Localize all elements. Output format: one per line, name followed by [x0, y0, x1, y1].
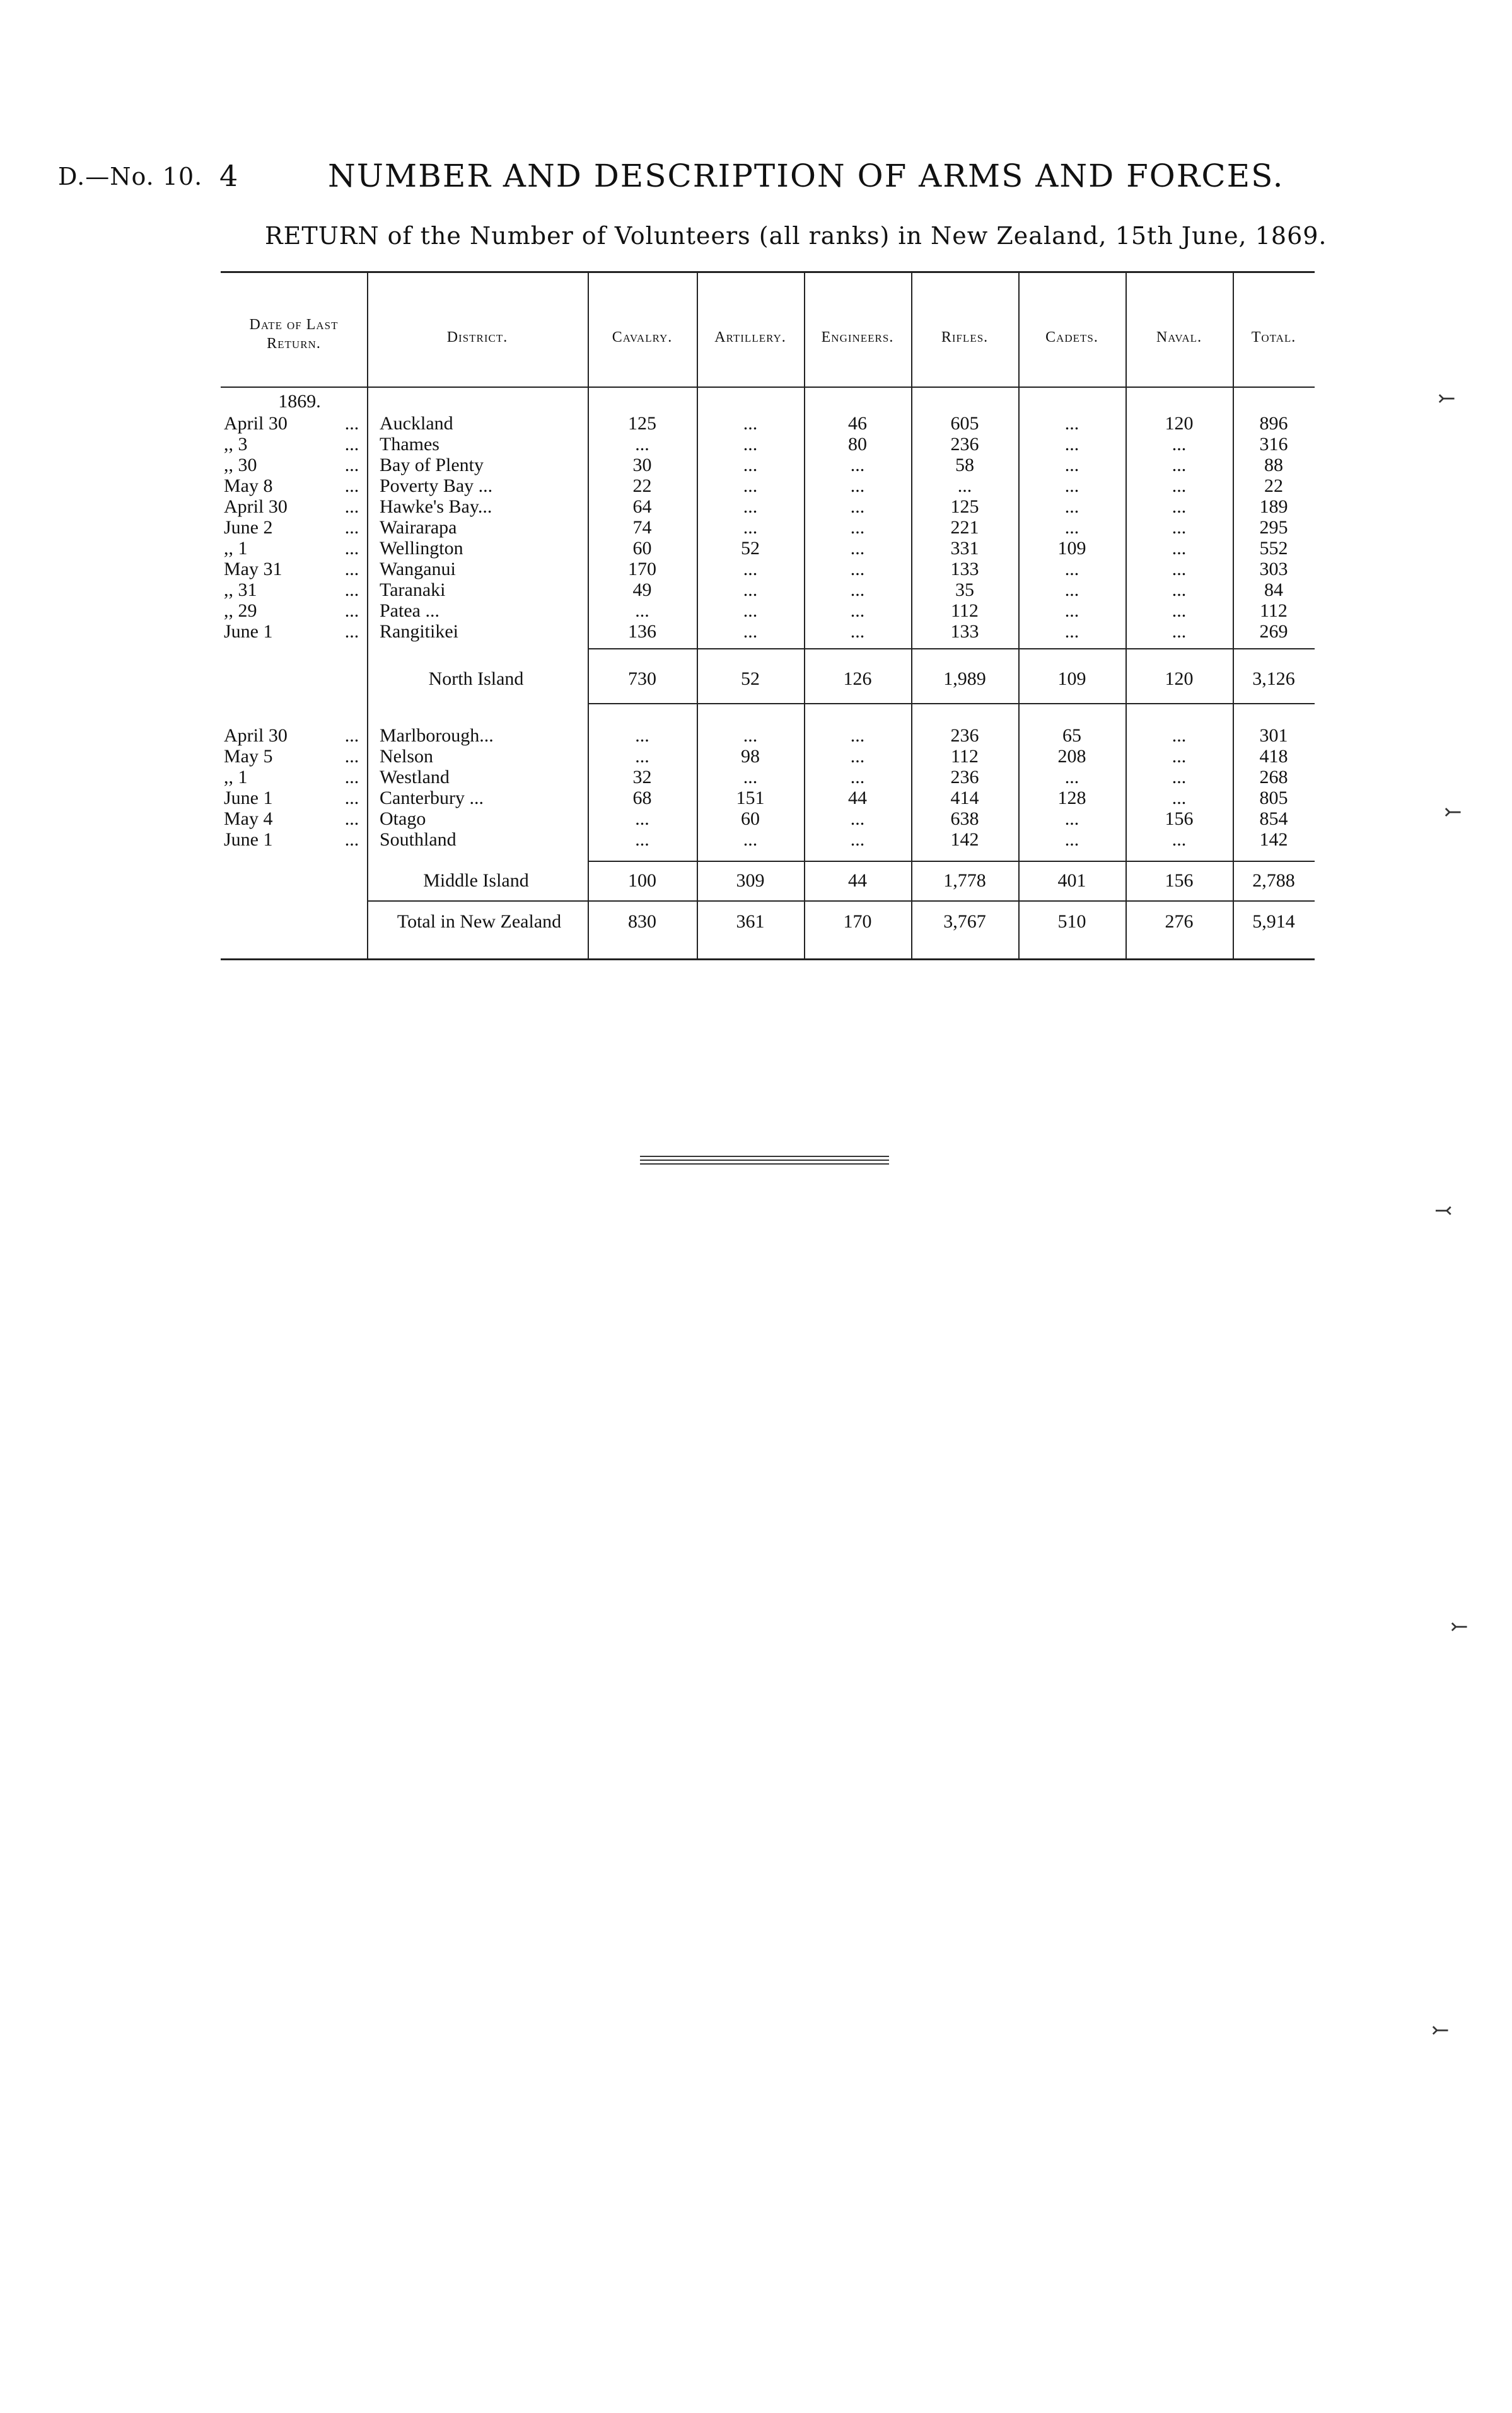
total-cell: 552 [1259, 538, 1288, 559]
leader-dots: ... [344, 767, 359, 788]
total-cell: 805 [1259, 788, 1288, 808]
cavalry-total: 100 [628, 870, 656, 891]
rifles-total: 1,989 [943, 668, 986, 689]
cavalry-cell: 74 [632, 517, 652, 538]
cadets-cell: 109 [1057, 538, 1086, 559]
leader-dots: ... [344, 455, 359, 475]
leader-dots: ... [344, 829, 359, 850]
naval-cell: ... [1172, 475, 1187, 496]
naval-cell: ... [1172, 434, 1187, 455]
column-header: Date of Last Return. [249, 317, 339, 352]
cavalry-cell: 136 [628, 621, 656, 642]
naval-cell: ... [1172, 517, 1187, 538]
margin-mark: ⤚ [1438, 386, 1456, 411]
rifles-cell: 125 [950, 496, 979, 517]
naval-total: 120 [1165, 668, 1194, 689]
date-cell: April 30 [224, 496, 288, 517]
margin-mark: ⤚ [1450, 1614, 1468, 1639]
district-cell: Auckland [380, 413, 453, 434]
district-cell: Bay of Plenty [380, 455, 484, 475]
cadets-cell: ... [1064, 475, 1079, 496]
header-bottom-rule [221, 387, 1315, 388]
subtotal-top-rule [588, 648, 1315, 649]
column-header: Cadets. [1045, 329, 1098, 346]
engineers-cell: ... [850, 517, 865, 538]
cavalry-total: 730 [628, 668, 656, 689]
total-cell: 268 [1259, 767, 1288, 788]
date-cell: June 1 [224, 621, 273, 642]
rifles-cell: 638 [950, 808, 979, 829]
artillery-cell: 151 [736, 788, 765, 808]
engineers-cell: ... [850, 455, 865, 475]
engineers-cell: ... [850, 538, 865, 559]
naval-cell: ... [1172, 746, 1187, 767]
district-cell: Otago [380, 808, 426, 829]
document-reference: D.—No. 10. [58, 163, 203, 190]
cavalry-cell: 49 [632, 579, 652, 600]
district-cell: Taranaki [380, 579, 446, 600]
total-cell: 418 [1259, 746, 1288, 767]
date-cell: May 4 [224, 808, 273, 829]
cavalry-cell: ... [635, 746, 649, 767]
total-cell: 316 [1259, 434, 1288, 455]
naval-total: 276 [1165, 911, 1194, 932]
total-total: 2,788 [1252, 870, 1295, 891]
date-cell: May 8 [224, 475, 273, 496]
cadets-cell: ... [1064, 455, 1079, 475]
engineers-cell: 46 [848, 413, 867, 434]
district-cell: Wellington [380, 538, 463, 559]
artillery-cell: ... [743, 517, 758, 538]
leader-dots: ... [344, 808, 359, 829]
total-cell: 269 [1259, 621, 1288, 642]
naval-cell: ... [1172, 621, 1187, 642]
date-cell: April 30 [224, 725, 288, 746]
cadets-cell: 65 [1062, 725, 1081, 746]
rifles-cell: ... [957, 475, 972, 496]
year-label: 1869. [278, 391, 321, 412]
cavalry-cell: 170 [628, 559, 656, 579]
artillery-cell: 52 [741, 538, 760, 559]
rifles-cell: 35 [955, 579, 974, 600]
cadets-cell: 128 [1057, 788, 1086, 808]
engineers-total: 44 [848, 870, 867, 891]
leader-dots: ... [344, 517, 359, 538]
leader-dots: ... [344, 434, 359, 455]
total-total: 5,914 [1252, 911, 1295, 932]
engineers-cell: ... [850, 559, 865, 579]
naval-cell: ... [1172, 538, 1187, 559]
rifles-total: 1,778 [943, 870, 986, 891]
date-cell: ,, 1 [224, 767, 248, 788]
district-cell: Wanganui [380, 559, 456, 579]
artillery-cell: ... [743, 413, 758, 434]
cavalry-cell: 125 [628, 413, 656, 434]
district-cell: Westland [380, 767, 450, 788]
rifles-total: 3,767 [943, 911, 986, 932]
grand-total-top-rule [367, 900, 1315, 902]
engineers-total: 126 [843, 668, 872, 689]
engineers-cell: ... [850, 808, 865, 829]
leader-dots: ... [344, 538, 359, 559]
column-header: Cavalry. [612, 329, 673, 346]
cavalry-cell: ... [635, 600, 649, 621]
subtotal-bottom-rule [588, 703, 1315, 704]
end-double-rule [640, 1156, 889, 1161]
leader-dots: ... [344, 725, 359, 746]
cadets-cell: ... [1064, 434, 1079, 455]
date-cell: May 31 [224, 559, 282, 579]
rifles-cell: 331 [950, 538, 979, 559]
total-cell: 295 [1259, 517, 1288, 538]
cadets-total: 109 [1057, 668, 1086, 689]
rifles-cell: 236 [950, 767, 979, 788]
total-cell: 142 [1259, 829, 1288, 850]
date-cell: June 1 [224, 788, 273, 808]
rifles-cell: 221 [950, 517, 979, 538]
total-cell: 854 [1259, 808, 1288, 829]
engineers-cell: ... [850, 746, 865, 767]
district-cell: Wairarapa [380, 517, 457, 538]
naval-cell: 120 [1165, 413, 1194, 434]
artillery-cell: ... [743, 496, 758, 517]
naval-cell: ... [1172, 788, 1187, 808]
engineers-cell: ... [850, 579, 865, 600]
artillery-cell: ... [743, 829, 758, 850]
engineers-cell: ... [850, 725, 865, 746]
total-total: 3,126 [1252, 668, 1295, 689]
volunteers-table [221, 271, 1315, 971]
end-rule-lower [640, 1163, 889, 1165]
district-cell: Nelson [380, 746, 433, 767]
artillery-total: 309 [736, 870, 765, 891]
district-cell: Poverty Bay ... [380, 475, 493, 496]
cadets-cell: ... [1064, 496, 1079, 517]
date-cell: ,, 29 [224, 600, 257, 621]
engineers-cell: ... [850, 600, 865, 621]
artillery-cell: ... [743, 600, 758, 621]
cadets-cell: ... [1064, 579, 1079, 600]
artillery-total: 52 [741, 668, 760, 689]
cavalry-cell: ... [635, 808, 649, 829]
engineers-cell: ... [850, 475, 865, 496]
date-cell: June 2 [224, 517, 273, 538]
column-header: District. [446, 329, 508, 346]
naval-cell: ... [1172, 559, 1187, 579]
date-cell: May 5 [224, 746, 273, 767]
naval-cell: ... [1172, 829, 1187, 850]
artillery-cell: ... [743, 579, 758, 600]
page-title: NUMBER AND DESCRIPTION OF ARMS AND FORCES. [328, 158, 1284, 194]
leader-dots: ... [344, 475, 359, 496]
naval-cell: ... [1172, 455, 1187, 475]
naval-cell: ... [1172, 579, 1187, 600]
cadets-cell: ... [1064, 829, 1079, 850]
naval-cell: ... [1172, 496, 1187, 517]
column-header: Total. [1251, 329, 1296, 346]
table-subtitle: RETURN of the Number of Volunteers (all ranks) in New Zealand, 15th June, 1869. [265, 222, 1327, 250]
rifles-cell: 133 [950, 621, 979, 642]
cavalry-cell: 64 [632, 496, 652, 517]
rifles-cell: 236 [950, 725, 979, 746]
artillery-cell: ... [743, 559, 758, 579]
rifles-cell: 112 [951, 746, 979, 767]
leader-dots: ... [344, 579, 359, 600]
table-bottom-rule [221, 958, 1315, 960]
leader-dots: ... [344, 788, 359, 808]
total-cell: 112 [1260, 600, 1288, 621]
date-cell: June 1 [224, 829, 273, 850]
cavalry-total: 830 [628, 911, 656, 932]
total-cell: 22 [1264, 475, 1283, 496]
total-cell: 896 [1259, 413, 1288, 434]
subtotal-label: Middle Island [423, 870, 529, 891]
leader-dots: ... [344, 746, 359, 767]
engineers-cell: ... [850, 496, 865, 517]
naval-cell: ... [1172, 767, 1187, 788]
cadets-total: 401 [1057, 870, 1086, 891]
artillery-cell: ... [743, 475, 758, 496]
cavalry-cell: ... [635, 829, 649, 850]
artillery-cell: ... [743, 455, 758, 475]
column-rule [367, 271, 368, 960]
rifles-cell: 133 [950, 559, 979, 579]
rifles-cell: 142 [950, 829, 979, 850]
subtotal-top-rule [588, 861, 1315, 862]
total-cell: 189 [1259, 496, 1288, 517]
total-cell: 303 [1259, 559, 1288, 579]
artillery-total: 361 [736, 911, 765, 932]
rifles-cell: 58 [955, 455, 974, 475]
district-cell: Canterbury ... [380, 788, 484, 808]
cavalry-cell: 30 [632, 455, 652, 475]
margin-mark: ⤚ [1444, 799, 1462, 825]
engineers-cell: ... [850, 621, 865, 642]
cadets-cell: ... [1064, 517, 1079, 538]
rifles-cell: 414 [950, 788, 979, 808]
cavalry-cell: ... [635, 434, 649, 455]
margin-mark: ⤙ [1434, 1198, 1453, 1223]
column-header: Naval. [1156, 329, 1202, 346]
naval-total: 156 [1165, 870, 1194, 891]
table-top-rule [221, 271, 1315, 273]
artillery-cell: ... [743, 434, 758, 455]
rifles-cell: 236 [950, 434, 979, 455]
leader-dots: ... [344, 621, 359, 642]
artillery-cell: ... [743, 767, 758, 788]
page-number: 4 [219, 159, 238, 193]
cadets-cell: 208 [1057, 746, 1086, 767]
cadets-cell: ... [1064, 600, 1079, 621]
leader-dots: ... [344, 496, 359, 517]
rifles-cell: 112 [951, 600, 979, 621]
leader-dots: ... [344, 559, 359, 579]
naval-cell: 156 [1165, 808, 1194, 829]
rifles-cell: 605 [950, 413, 979, 434]
date-cell: April 30 [224, 413, 288, 434]
artillery-cell: ... [743, 621, 758, 642]
naval-cell: ... [1172, 725, 1187, 746]
cavalry-cell: ... [635, 725, 649, 746]
district-cell: Rangitikei [380, 621, 458, 642]
cavalry-cell: 68 [632, 788, 652, 808]
cavalry-cell: 32 [632, 767, 652, 788]
district-cell: Marlborough... [380, 725, 494, 746]
cadets-cell: ... [1064, 621, 1079, 642]
cavalry-cell: 60 [632, 538, 652, 559]
total-cell: 88 [1264, 455, 1283, 475]
engineers-cell: ... [850, 829, 865, 850]
margin-mark: ⤚ [1431, 2018, 1450, 2043]
column-header: Engineers. [821, 329, 894, 346]
district-cell: Southland [380, 829, 457, 850]
column-header: Artillery. [714, 329, 786, 346]
date-cell: ,, 30 [224, 455, 257, 475]
cadets-cell: ... [1064, 808, 1079, 829]
engineers-cell: 44 [848, 788, 867, 808]
leader-dots: ... [344, 600, 359, 621]
cavalry-cell: 22 [632, 475, 652, 496]
artillery-cell: 98 [741, 746, 760, 767]
engineers-cell: ... [850, 767, 865, 788]
subtotal-label: North Island [428, 668, 524, 689]
cadets-total: 510 [1057, 911, 1086, 932]
total-cell: 301 [1259, 725, 1288, 746]
cadets-cell: ... [1064, 413, 1079, 434]
total-cell: 84 [1264, 579, 1283, 600]
engineers-total: 170 [843, 911, 872, 932]
cadets-cell: ... [1064, 559, 1079, 579]
naval-cell: ... [1172, 600, 1187, 621]
date-cell: ,, 31 [224, 579, 257, 600]
subtotal-label: Total in New Zealand [397, 911, 562, 932]
column-header: Rifles. [941, 329, 989, 346]
district-cell: Hawke's Bay... [380, 496, 492, 517]
district-cell: Thames [380, 434, 439, 455]
artillery-cell: ... [743, 725, 758, 746]
engineers-cell: 80 [848, 434, 867, 455]
date-cell: ,, 3 [224, 434, 248, 455]
leader-dots: ... [344, 413, 359, 434]
district-cell: Patea ... [380, 600, 439, 621]
date-cell: ,, 1 [224, 538, 248, 559]
artillery-cell: 60 [741, 808, 760, 829]
cadets-cell: ... [1064, 767, 1079, 788]
